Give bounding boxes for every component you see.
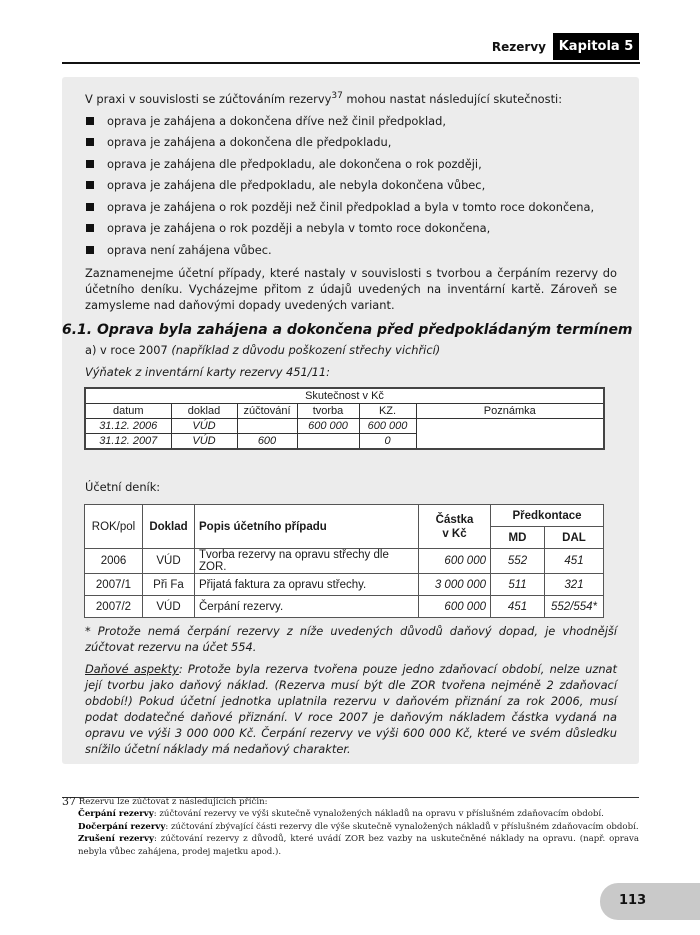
footnote-intro-line [62,796,639,808]
table-row [85,596,604,618]
subsection-a [85,343,440,357]
list-item [85,242,617,264]
asterisk-note: * Protože nemá čerpání rezervy z níže uvedených důvodů daňový dopad, je vhodnější zúčtovat rezervu na účet 554. [85,624,617,654]
square-bullet-icon [86,117,94,125]
table-cell: Při Fa [143,574,195,596]
page-header [0,33,700,63]
col-header-doklad: Doklad [143,505,195,549]
list-item-text: oprava je zahájena dle předpokladu, ale nebyla dokončena vůbec, [107,178,486,193]
list-item [85,220,617,242]
list-item [85,113,617,135]
subsection-a-note: (například z důvodu poškození střechy vichřicí) [171,343,441,357]
table-cell: 511 [491,574,545,596]
journal-caption: Účetní deník: [85,480,161,494]
intro-block [85,88,617,313]
footnote-term: Zrušení rezervy [78,834,154,845]
col-header: tvorba [297,404,359,419]
square-bullet-icon [86,160,94,168]
list-item [85,134,617,156]
table-cell: VÚD [171,434,237,450]
intro-sentence [85,88,617,107]
intro-text-after: mohou nastat následující skutečnosti: [342,91,563,106]
list-item [85,156,617,178]
col-header-predkontace: Předkontace [491,505,604,527]
section-heading: 6.1. Oprava byla zahájena a dokončena před předpokládaným termínem [62,322,633,338]
table-cell: 3 000 000 [419,574,491,596]
table-cell: VÚD [143,549,195,574]
page-number-tab [600,883,700,920]
table-cell: 600 000 [297,419,359,434]
group-header: Skutečnost v Kč [85,388,604,404]
col-header-castka [419,505,491,549]
col-header-dal: DAL [545,527,604,549]
footnote-items [62,808,639,858]
inventory-card-caption: Výňatek z inventární karty rezervy 451/11: [85,365,330,379]
list-item-text: oprava není zahájena vůbec. [107,242,272,257]
list-item [85,199,617,221]
table-cell: 451 [491,596,545,618]
table-cell: 2007/1 [85,574,143,596]
castka-line-2: v Kč [442,527,467,540]
castka-line-1: Částka [435,513,474,526]
col-header: KZ. [359,404,416,419]
chapter-badge: Kapitola 5 [553,33,639,60]
tax-aspects-text: : Protože byla rezerva tvořena pouze jedno zdaňovací období, nelze uznat její tvorbu jako daňový náklad. (Rezerva musí být dle ZOR tvořena nejméně 2 zdaňovací období!) Pokud účetní jednotka uplatnila rezervu v daňovém přiznání za rok 2006, musí podat dodatečné daňové přiznání. V roce 2007 je daňovým nákladem částka vydaná na opravu ve výši 3 000 000 Kč. Čerpání rezervy ve výši 600 000 Kč, které ve svém důsledku snížilo účetní náklady má nedaňový charakter. [85,662,618,756]
footnote-item [78,808,639,820]
footnote-term: Dočerpání rezervy [78,821,166,832]
col-header: zúčtování [237,404,297,419]
col-header-rok: ROK/pol [85,505,143,549]
table-cell: VÚD [171,419,237,434]
list-item-text: oprava je zahájena a dokončena dle předpokladu, [107,135,392,150]
page-number: 113 [619,893,647,908]
square-bullet-icon [86,181,94,189]
table-cell: 451 [545,549,604,574]
table-row [85,419,604,434]
list-item-text: oprava je zahájena a dokončena dříve než činil předpoklad, [107,113,446,128]
table-group-header-row [85,388,604,404]
table-cell: 600 000 [419,596,491,618]
table-cell: Tvorba rezervy na opravu střechy dle ZOR. [195,549,419,574]
col-header: datum [85,404,171,419]
list-item-text: oprava je zahájena o rok později a nebyla v tomto roce dokončena, [107,221,491,236]
table-cell: VÚD [143,596,195,618]
footnote-number: 37 [62,795,76,808]
footnote-item [78,821,639,833]
table-row [85,549,604,574]
journal-table [84,504,604,618]
table-cell: 2007/2 [85,596,143,618]
intro-text: V praxi v souvislosti se zúčtováním rezervy [85,91,332,106]
table-cell: Přijatá faktura za opravu střechy. [195,574,419,596]
footnote-text: : zúčtování rezervy ve výši skutečně vynaložených nákladů na opravu v příslušném zdaňovacím období. [153,809,604,820]
list-item [85,177,617,199]
table-cell: 600 000 [359,419,416,434]
footnote-text: : zúčtování zbývající části rezervy dle výše skutečně vynaložených nákladů v příslušném zdaňovacím období. [165,821,639,832]
table-cell: 2006 [85,549,143,574]
table-header-row [85,404,604,419]
table-cell: 552 [491,549,545,574]
table-cell: 31.12. 2007 [85,434,171,450]
note-cell [416,419,604,450]
square-bullet-icon [86,224,94,232]
header-divider [62,62,640,64]
list-item-text: oprava je zahájena dle předpokladu, ale dokončena o rok později, [107,156,482,171]
footnote-ref[interactable]: 37 [331,91,343,101]
table-cell [237,419,297,434]
notes-block [85,623,617,763]
square-bullet-icon [86,203,94,211]
subsection-a-label: a) v roce 2007 [85,343,172,357]
square-bullet-icon [86,246,94,254]
table-cell: 0 [359,434,416,450]
table-cell [297,434,359,450]
table-cell: 552/554* [545,596,604,618]
table-row [85,574,604,596]
col-header: doklad [171,404,237,419]
col-header-md: MD [491,527,545,549]
explanation-paragraph: Zaznamenejme účetní případy, které nastaly v souvislosti s tvorbou a čerpáním rezervy do účetního deníku. Vycházejme přitom z údajů uvedených na inventární kartě. Zároveň se zamysleme nad daňovými dopady uvedených variant. [85,266,617,313]
col-header: Poznámka [416,404,604,419]
running-head-section: Rezervy [491,40,546,54]
square-bullet-icon [86,138,94,146]
inventory-card-table [84,387,605,450]
list-item-text: oprava je zahájena o rok později než činil předpoklad a byla v tomto roce dokončena, [107,199,595,214]
table-header-row [85,505,604,527]
footnote-item [78,833,639,858]
table-cell: 31.12. 2006 [85,419,171,434]
footnote-term: Čerpání rezervy [78,809,154,820]
col-header-popis: Popis účetního případu [195,505,419,549]
scenario-list [85,113,617,264]
footnote-text: : zúčtování rezervy z důvodů, které uvádí ZOR bez vazby na uskutečněné náklady na opravu. (např. oprava nebyla vůbec zahájena, prodej majetku apod.). [78,834,640,857]
table-cell: 600 000 [419,549,491,574]
table-cell: Čerpání rezervy. [195,596,419,618]
tax-aspects-label: Daňové aspekty [85,662,179,676]
table-cell: 321 [545,574,604,596]
footnotes [62,796,639,858]
tax-aspects-note [85,661,617,757]
table-cell: 600 [237,434,297,450]
footnote-intro: Rezervu lze zúčtovat z následujících příčin: [78,797,268,807]
